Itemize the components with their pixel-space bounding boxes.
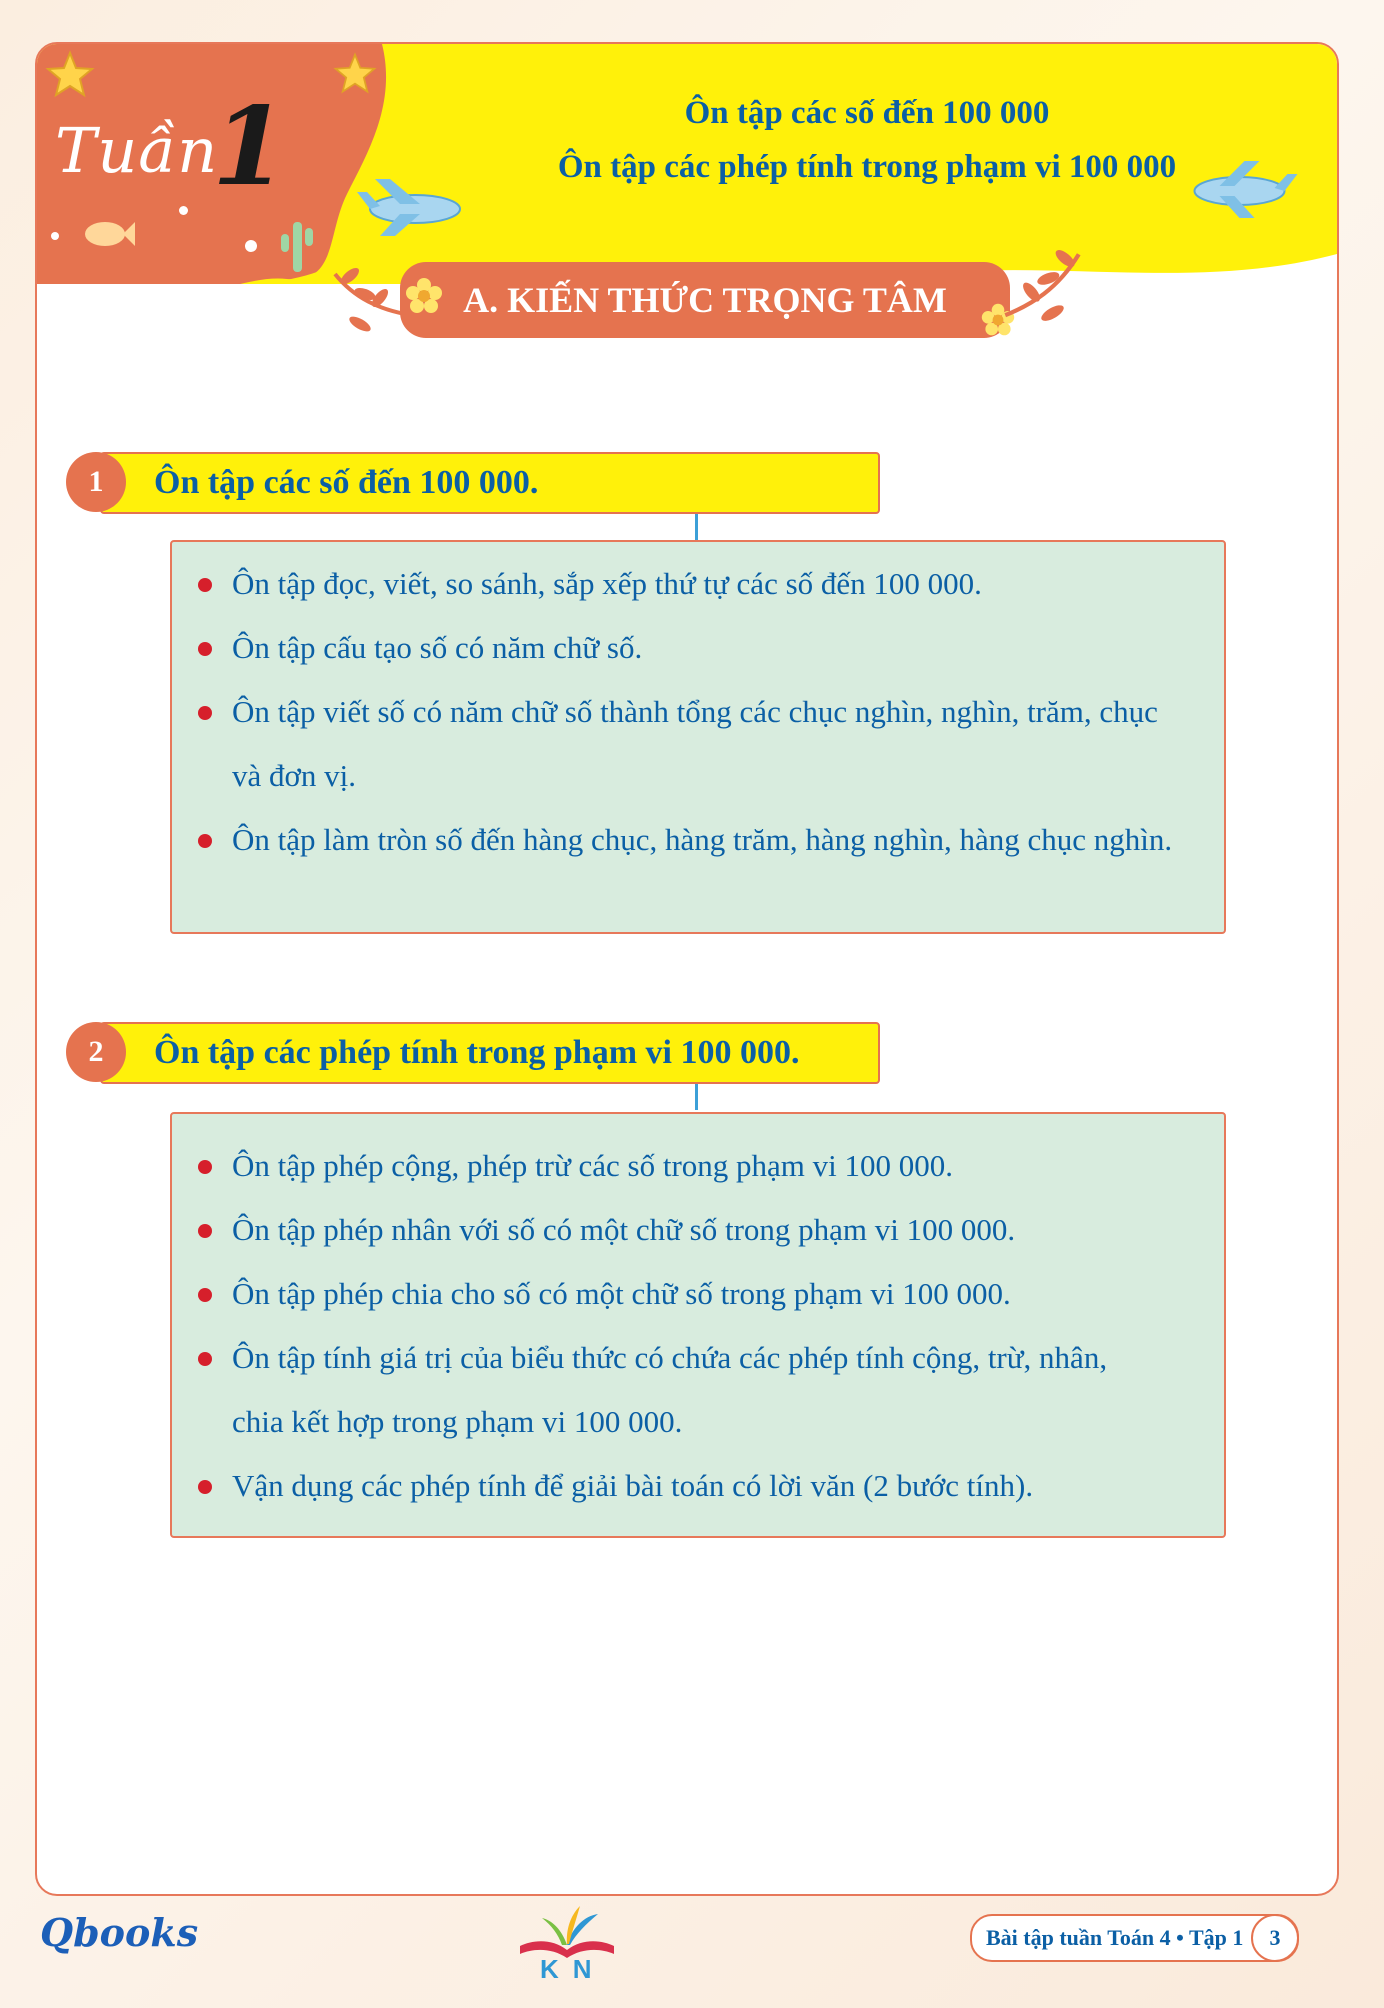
connector-line (695, 1084, 698, 1110)
list-item-text: Ôn tập tính giá trị của biểu thức có chứa các phép tính cộng, trừ, nhân, chia kết hợp trong phạm vi 100 000. (232, 1340, 1108, 1439)
header-title-line1: Ôn tập các số đến 100 000 (684, 95, 1050, 131)
bullet-dot (198, 642, 212, 656)
header-titles (457, 86, 1277, 194)
dot-decoration (179, 206, 188, 215)
list-item-text: Vận dụng các phép tính để giải bài toán có lời văn (2 bước tính). (232, 1468, 1034, 1503)
list-item-text: Ôn tập đọc, viết, so sánh, sắp xếp thứ tự các số đến 100 000. (232, 566, 982, 601)
page-number: 3 (1251, 1914, 1299, 1962)
topic-number: 2 (66, 1022, 126, 1082)
list-item-text: Ôn tập phép cộng, phép trừ các số trong phạm vi 100 000. (232, 1148, 954, 1183)
topic-header-2 (66, 1022, 879, 1086)
topic-header-1 (66, 452, 879, 516)
bullet-dot (198, 1352, 212, 1366)
publisher-logo: Qbooks (40, 1910, 199, 1955)
bullet-dot (198, 1224, 212, 1238)
bullet-list (172, 1114, 1224, 1518)
bullet-dot (198, 578, 212, 592)
list-item (172, 1326, 1204, 1454)
section-title: A. KIẾN THỨC TRỌNG TÂM (463, 280, 947, 320)
header-title-line2: Ôn tập các phép tính trong phạm vi 100 000 (557, 149, 1177, 185)
list-item-text: Ôn tập phép chia cho số có một chữ số trong phạm vi 100 000. (232, 1276, 1011, 1311)
week-number: 1 (212, 84, 288, 210)
topic-content-box-2 (170, 1112, 1226, 1538)
list-item (172, 1198, 1204, 1262)
list-item (172, 808, 1204, 872)
cactus-icon (277, 214, 317, 274)
list-item (172, 616, 1204, 680)
bullet-dot (198, 1288, 212, 1302)
book-title: Bài tập tuần Toán 4 • Tập 1 (986, 1925, 1244, 1950)
connector-line (695, 514, 698, 540)
topic-title: Ôn tập các phép tính trong phạm vi 100 000. (154, 1034, 800, 1071)
topic-title: Ôn tập các số đến 100 000. (154, 464, 539, 501)
center-logo (512, 1900, 622, 1984)
list-item-text: Ôn tập cấu tạo số có năm chữ số. (232, 630, 643, 665)
list-item-text: Ôn tập viết số có năm chữ số thành tổng các chục nghìn, nghìn, trăm, chục và đơn vị. (232, 694, 1158, 793)
list-item (172, 1262, 1204, 1326)
bullet-dot (198, 706, 212, 720)
star-icon (45, 50, 95, 100)
dot-decoration (51, 232, 59, 240)
bullet-list (172, 542, 1224, 872)
center-logo-text: KN (540, 1954, 606, 1984)
footer-badge (970, 1914, 1299, 1962)
topic-number: 1 (66, 452, 126, 512)
list-item (172, 1454, 1204, 1518)
section-banner (362, 262, 1020, 338)
topic-content-box-1 (170, 540, 1226, 934)
list-item (172, 552, 1204, 616)
dot-decoration (245, 240, 257, 252)
fish-icon (75, 214, 135, 254)
bullet-dot (198, 1160, 212, 1174)
book-logo-icon (512, 1900, 622, 1960)
bullet-dot (198, 1480, 212, 1494)
list-item-text: Ôn tập phép nhân với số có một chữ số trong phạm vi 100 000. (232, 1212, 1016, 1247)
list-item-text: Ôn tập làm tròn số đến hàng chục, hàng trăm, hàng nghìn, hàng chục nghìn. (232, 822, 1173, 857)
week-label: Tuần (55, 114, 219, 187)
bullet-dot (198, 834, 212, 848)
list-item (172, 1134, 1204, 1198)
star-icon (333, 52, 377, 96)
list-item (172, 680, 1204, 808)
